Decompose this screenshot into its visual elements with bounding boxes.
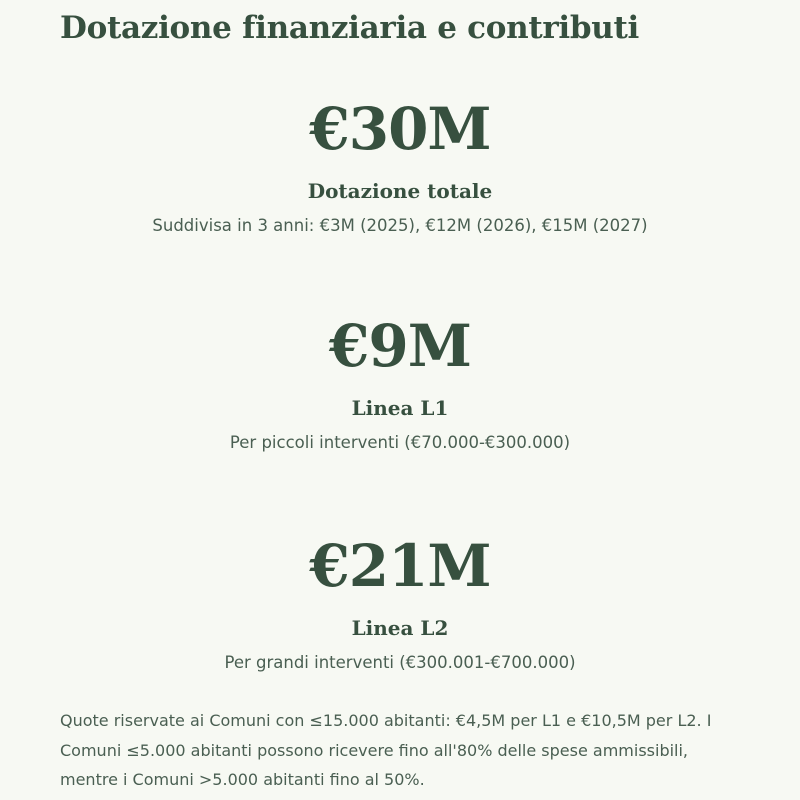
stat-value: €21M — [309, 532, 491, 600]
stat-description: Suddivisa in 3 anni: €3M (2025), €12M (2026), €15M (2027) — [152, 216, 648, 235]
stat-label: Linea L2 — [351, 616, 449, 640]
stat-description: Per grandi interventi (€300.001-€700.000) — [224, 653, 576, 672]
stat-line-l1 — [0, 311, 800, 455]
stat-line-l2 — [0, 531, 800, 675]
stat-value: €9M — [329, 312, 471, 380]
stat-total-funding — [0, 94, 800, 238]
stat-value: €30M — [309, 95, 491, 163]
reserved-quota-note: Quote riservate ai Comuni con ≤15.000 abitanti: €4,5M per L1 e €10,5M per L2. I Comuni ≤5.000 abitanti possono ricevere fino all'80% delle spese ammissibili, mentre i Comuni >5.000 abitanti fino al 50%. — [60, 711, 712, 789]
page-title: Dotazione finanziaria e contributi — [60, 10, 639, 46]
stat-description: Per piccoli interventi (€70.000-€300.000) — [229, 433, 571, 452]
stat-label: Linea L1 — [351, 396, 449, 420]
stat-label: Dotazione totale — [307, 179, 493, 203]
